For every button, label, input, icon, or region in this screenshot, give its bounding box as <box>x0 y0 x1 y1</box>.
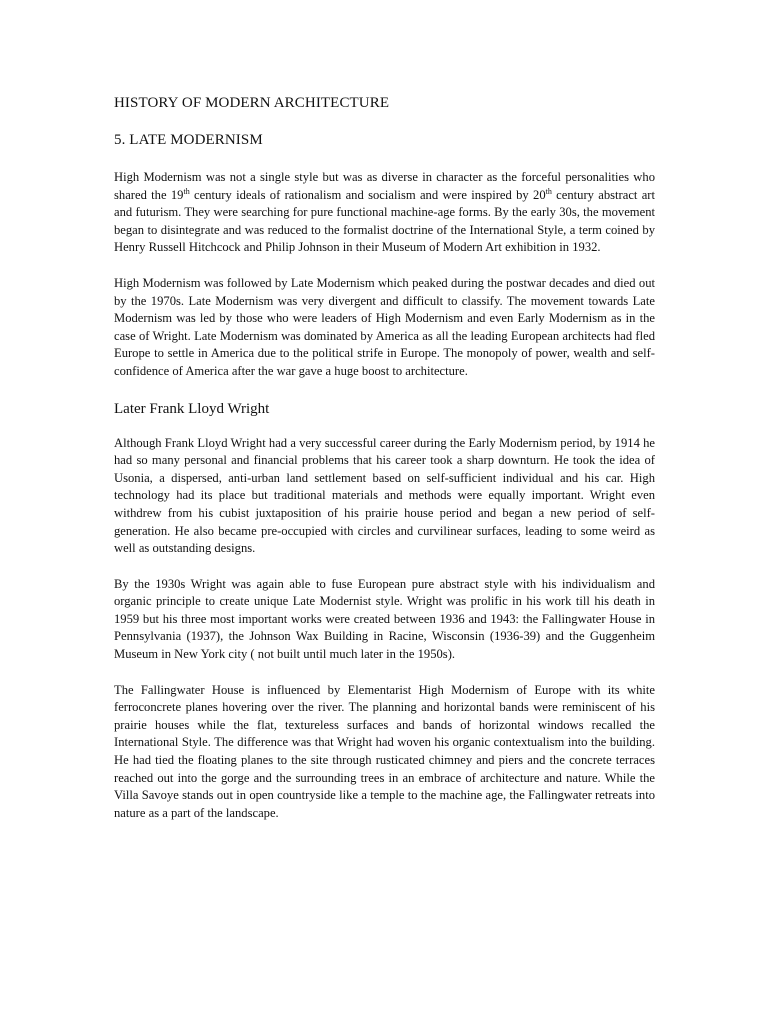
paragraph-1-part-c: century abstract art and futurism. They were searching for pure functional machine-age forms. By the early 30s, the movement began to disintegrate and was reduced to the formalist doctrine of the International Style, a term coined by Henry Russell Hitchcock and Philip Johnson in their Museum of Modern Art exhibition in 1932. <box>114 187 656 255</box>
paragraph-1-part-b: century ideals of rationalism and socialism and were inspired by 20 <box>189 187 546 202</box>
ordinal-suffix: th <box>183 186 190 196</box>
ordinal-suffix: th <box>545 186 552 196</box>
paragraph-2: High Modernism was followed by Late Modernism which peaked during the postwar decades and died out by the 1970s. Late Modernism was very divergent and difficult to classify. The movement towards Late Modernism was led by those who were leaders of High Modernism and even Early Modernism as in the case of Wright. Late Modernism was dominated by America as all the leading European architects had fled Europe to settle in America due to the political strife in Europe. The monopoly of power, wealth and self-confidence of America after the war gave a huge boost to architecture. <box>114 275 655 378</box>
document-page <box>114 94 655 822</box>
paragraph-4: By the 1930s Wright was again able to fuse European pure abstract style with his individualism and organic principle to create unique Late Modernist style. Wright was prolific in his work till his death in 1959 but his three most important works were created between 1936 and 1943: the Fallingwater House in Pennsylvania (1937), the Johnson Wax Building in Racine, Wisconsin (1936-39) and the Guggenheim Museum in New York city ( not built until much later in the 1950s). <box>114 576 655 662</box>
paragraph-1 <box>114 169 655 257</box>
subheading: Later Frank Lloyd Wright <box>114 400 270 417</box>
document-title: HISTORY OF MODERN ARCHITECTURE <box>114 95 390 111</box>
paragraph-1-part-a: High Modernism was not a single style but was as diverse in character as the forceful personalities who shared the 19 <box>114 170 655 202</box>
paragraph-3: Although Frank Lloyd Wright had a very successful career during the Early Modernism period, by 1914 he had so many personal and financial problems that his career took a sharp downturn. He took the idea of Usonia, a dispersed, anti-urban land settlement based on self-sufficient individual and his car. High technology had its place but traditional materials and methods were equally important. Wright even withdrew from his cubist juxtaposition of his prairie house period and began a new period of self-generation. He also became pre-occupied with circles and curvilinear surfaces, leading to some weird as well as outstanding designs. <box>114 435 655 556</box>
section-heading: 5. LATE MODERNISM <box>114 132 263 148</box>
paragraph-5: The Fallingwater House is influenced by Elementarist High Modernism of Europe with its white ferroconcrete planes hovering over the river. The planning and horizontal bands were reminiscent of his prairie houses while the flat, textureless surfaces and bands of horizontal windows recalled the International Style. The difference was that Wright had woven his organic contextualism into the building. He had tied the floating planes to the site through rusticated chimney and piers and the concrete terraces reached out into the gorge and the surrounding trees in an embrace of architecture and nature. While the Villa Savoye stands out in open countryside like a temple to the machine age, the Fallingwater retreats into nature as a part of the landscape. <box>114 682 655 820</box>
